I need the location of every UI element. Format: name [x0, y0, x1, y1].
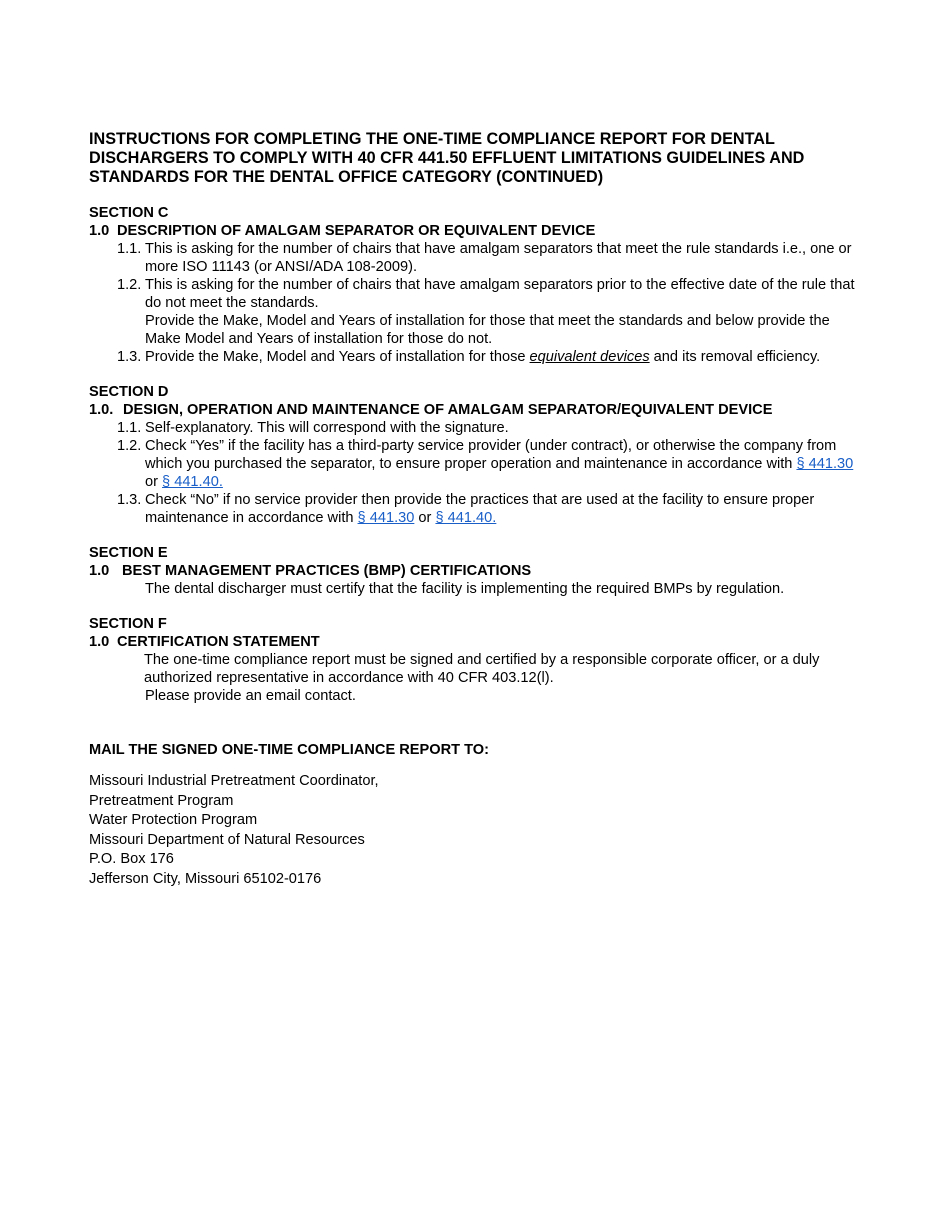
section-f: [89, 615, 869, 705]
address-line: Missouri Industrial Pretreatment Coordinator,: [89, 773, 379, 789]
section-c-subheading-title: DESCRIPTION OF AMALGAM SEPARATOR OR EQUIVALENT DEVICE: [117, 223, 596, 239]
or-text: or: [414, 510, 436, 526]
mail-heading: MAIL THE SIGNED ONE-TIME COMPLIANCE REPORT TO:: [89, 742, 489, 758]
section-e-subheading-number: 1.0: [89, 563, 110, 579]
section-f-subheading-title: CERTIFICATION STATEMENT: [117, 634, 320, 650]
item-text: [145, 276, 869, 348]
section-c-item-3: [117, 348, 869, 366]
address-line: Missouri Department of Natural Resources: [89, 831, 365, 848]
item-text: Self-explanatory. This will correspond with the signature.: [145, 420, 509, 436]
equivalent-devices-emphasis: equivalent devices: [529, 349, 650, 365]
section-c-item-2: [117, 276, 869, 348]
cfr-441-40-link[interactable]: § 441.40.: [162, 474, 223, 490]
section-c-item-1: [117, 240, 869, 276]
section-d-subheading: [89, 401, 869, 419]
address-line: Pretreatment Program: [89, 792, 234, 809]
section-c: [89, 204, 869, 366]
section-d-subheading-title: DESIGN, OPERATION AND MAINTENANCE OF AMALGAM SEPARATOR/EQUIVALENT DEVICE: [123, 402, 773, 418]
section-c-subheading-number: 1.0: [89, 223, 110, 239]
section-d-item-1: [117, 419, 869, 437]
cfr-441-30-link[interactable]: § 441.30: [357, 510, 415, 526]
item-number: 1.3.: [117, 492, 142, 508]
section-e-heading: SECTION E: [89, 545, 168, 561]
cfr-441-40-link[interactable]: § 441.40.: [435, 510, 497, 526]
item-number: 1.2.: [117, 277, 142, 293]
section-f-text: The one-time compliance report must be signed and certified by a responsible corporate officer, or a duly authorized representative in accordance with 40 CFR 403.12(l).: [144, 652, 820, 686]
item-number: 1.3.: [117, 349, 142, 365]
section-d-heading: SECTION D: [89, 384, 169, 400]
section-f-text-email: Please provide an email contact.: [145, 688, 356, 704]
section-f-heading: SECTION F: [89, 616, 167, 632]
address-line: Water Protection Program: [89, 812, 258, 828]
section-e-subheading: [89, 562, 869, 580]
section-c-subheading: [89, 222, 869, 240]
item-text-post: and its removal efficiency.: [649, 349, 821, 365]
mail-address: [89, 772, 869, 889]
document-title: INSTRUCTIONS FOR COMPLETING THE ONE-TIME COMPLIANCE REPORT FOR DENTAL DISCHARGERS TO COMPLY WITH 40 CFR 441.50 EFFLUENT LIMITATIONS GUIDELINES AND STANDARDS FOR THE DENTAL OFFICE CATEGORY (CONTINUED): [89, 130, 805, 186]
address-line: P.O. Box 176: [89, 851, 174, 867]
item-number: 1.2.: [117, 438, 142, 454]
item-text-main: This is asking for the number of chairs that have amalgam separators prior to the effective date of the rule that do not meet the standards.: [145, 277, 855, 311]
item-text-main: Check “No” if no service provider then provide the practices that are used at the facility to ensure proper maintenance in accordance with: [145, 492, 815, 526]
item-text: This is asking for the number of chairs that have amalgam separators that meet the rule standards i.e., one or more ISO 11143 (or ANSI/ADA 108-2009).: [145, 241, 852, 275]
section-f-subheading: [89, 633, 869, 651]
section-c-heading: SECTION C: [89, 205, 169, 221]
section-e: [89, 544, 869, 598]
cfr-441-30-link[interactable]: § 441.30: [796, 456, 854, 472]
mail-section: [89, 741, 869, 889]
document-page: [89, 130, 869, 889]
item-number: 1.1.: [117, 420, 142, 436]
item-text: [145, 437, 869, 491]
section-e-subheading-title: BEST MANAGEMENT PRACTICES (BMP) CERTIFICATIONS: [122, 563, 532, 579]
item-text: [145, 491, 869, 527]
section-f-subheading-number: 1.0: [89, 634, 110, 650]
item-text-main: Check “Yes” if the facility has a third-party service provider (under contract), or otherwise the company from which you purchased the separator, to ensure proper operation and maintenance in accordance with: [145, 438, 837, 472]
address-line: Jefferson City, Missouri 65102-0176: [89, 870, 322, 887]
item-text: [145, 348, 869, 366]
section-d-item-3: [117, 491, 869, 527]
item-text-pre: Provide the Make, Model and Years of installation for those: [145, 349, 530, 365]
section-d-item-2: [117, 437, 869, 491]
or-text: or: [145, 474, 163, 490]
section-d-subheading-number: 1.0.: [89, 402, 114, 418]
section-e-text: The dental discharger must certify that the facility is implementing the required BMPs by regulation.: [145, 581, 785, 597]
section-d: [89, 383, 869, 527]
item-text-extra: Provide the Make, Model and Years of installation for those that meet the standards and below provide the Make Model and Years of installation for those do not.: [145, 313, 830, 347]
item-number: 1.1.: [117, 241, 142, 257]
